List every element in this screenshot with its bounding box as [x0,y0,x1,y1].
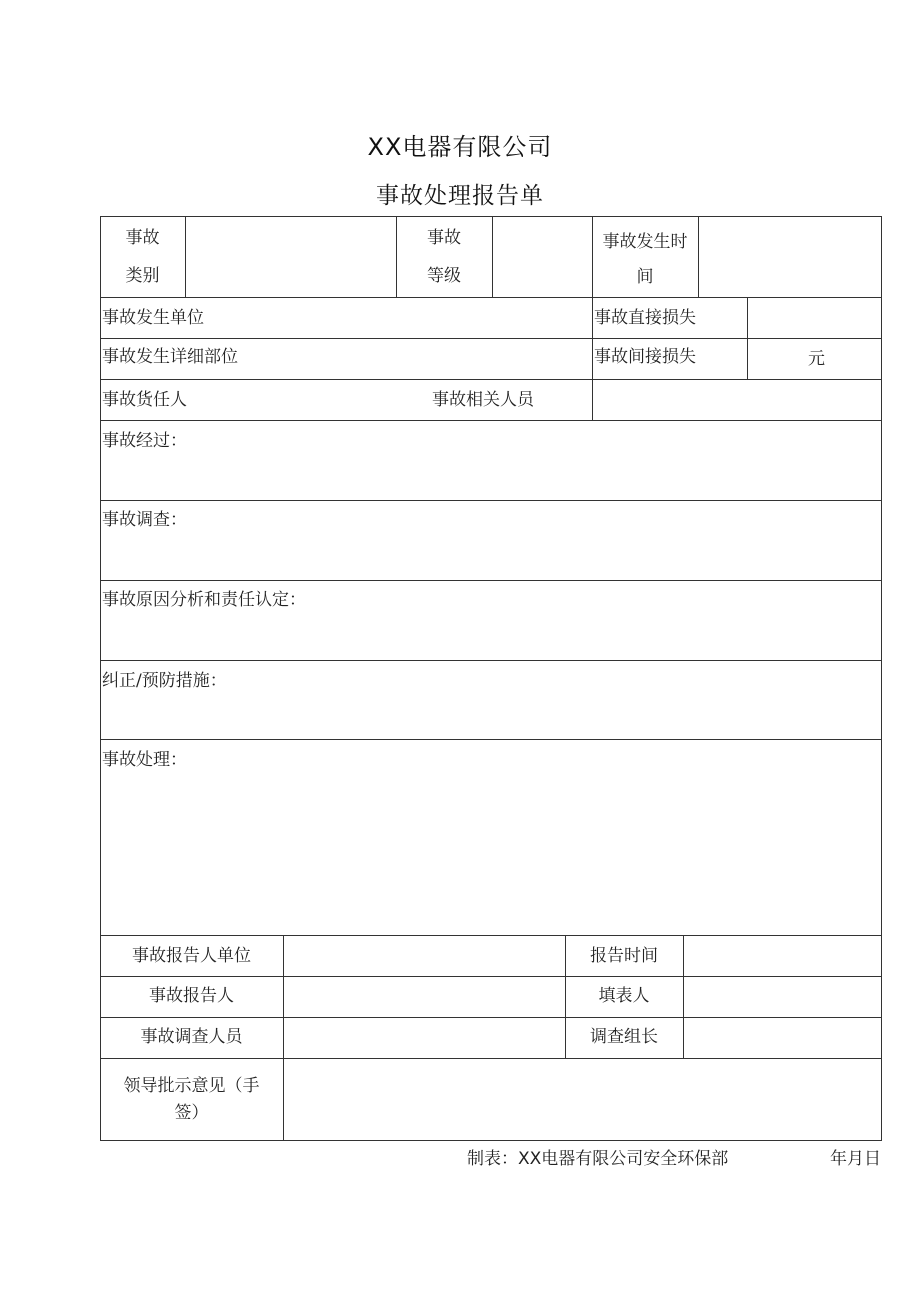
filler-label: 填表人 [598,986,650,1006]
accident-investigation-label: 事故调查： [102,510,187,530]
indirect-loss-unit: 元 [808,349,825,369]
investigators-label: 事故调查人员 [140,1027,243,1047]
form-title: 事故处理报告单 [376,183,544,209]
report-time-label: 报告时间 [590,946,658,966]
investigators-field[interactable] [284,1018,564,1057]
leader-opinion-field[interactable] [284,1059,880,1139]
reporter-label: 事故报告人 [149,986,234,1006]
indirect-loss-label: 事故间接损失 [594,347,696,367]
table-border-right [881,216,882,1141]
company-name: XX电器有限公司 [367,133,553,161]
date-text: 年月日 [830,1149,881,1169]
row-divider [100,420,882,421]
accident-time-label: 事故发生时 间 [602,232,688,287]
reporter-unit-field[interactable] [284,936,564,975]
responsible-person-field[interactable] [210,380,420,419]
leader-opinion-label: 领导批示意见（手 签） [123,1076,260,1123]
related-personnel-label: 事故相关人员 [432,390,534,410]
filler-field[interactable] [684,977,880,1016]
accident-type-label: 事故 类别 [125,228,160,286]
cause-analysis-label: 事故原因分析和责任认定： [102,590,306,610]
team-leader-label: 调查组长 [590,1027,658,1047]
accident-grade-field[interactable] [493,217,591,296]
reporter-unit-label: 事故报告人单位 [132,946,251,966]
accident-unit-field[interactable] [240,298,590,337]
accident-location-field[interactable] [270,339,590,378]
direct-loss-label: 事故直接损失 [594,308,696,328]
form-footer [467,1144,881,1169]
accident-time-field[interactable] [699,217,880,296]
accident-location-label: 事故发生详细部位 [102,347,238,367]
row-divider [100,660,882,661]
accident-grade-label: 事故 等级 [427,228,461,286]
direct-loss-field[interactable] [748,298,880,337]
accident-process-label: 事故经过： [102,431,187,451]
reporter-field[interactable] [284,977,564,1016]
row-divider [100,500,882,501]
made-by-text: 制表：XX电器有限公司安全环保部 [467,1149,729,1169]
report-time-field[interactable] [684,936,880,975]
table-border-bottom [100,1140,882,1141]
accident-unit-label: 事故发生单位 [102,308,204,328]
team-leader-field[interactable] [684,1018,880,1057]
row-divider [100,580,882,581]
row-divider [100,739,882,740]
accident-handling-label: 事故处理： [102,750,187,770]
related-personnel-field[interactable] [593,380,880,419]
corrective-measures-label: 纠正/预防措施： [102,671,227,691]
accident-type-field[interactable] [186,217,395,296]
responsible-person-label: 事故货任人 [102,390,187,410]
